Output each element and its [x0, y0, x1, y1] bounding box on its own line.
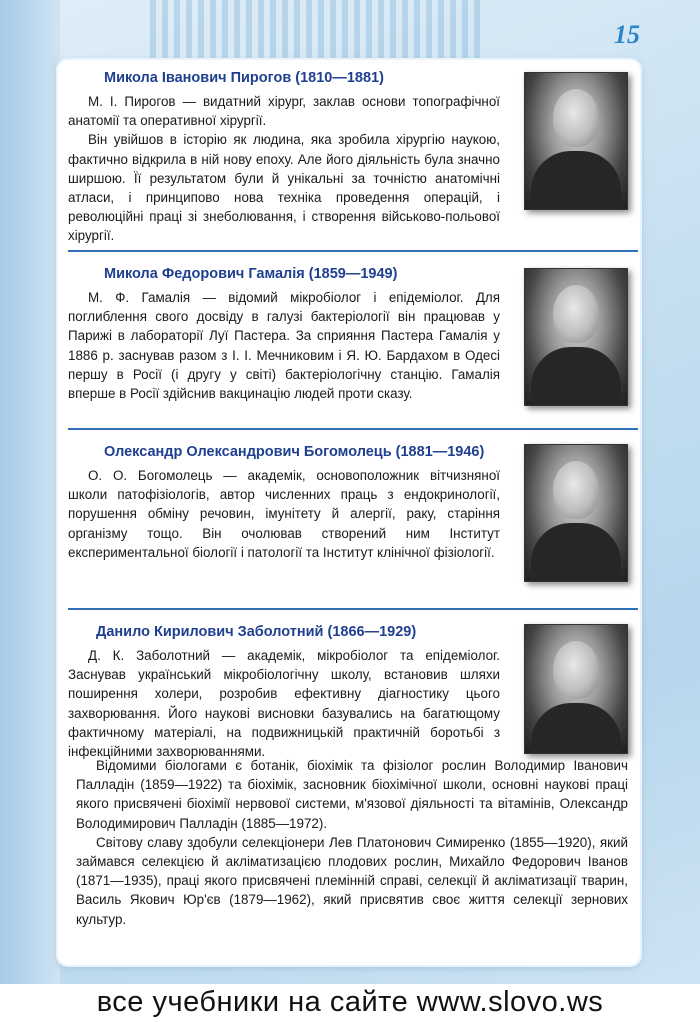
- portrait-face: [553, 641, 599, 699]
- body-paragraph: Відомими біологами є ботанік, біохімік та фізіолог рослин Володимир Іванович Палладін (1859—1922) та біохімік, засновник біохімічної школи, основні наукові праці якого присвячені біохімії нервової системи, м'язової діяльності та вітамінів, Олександр Володимирович Палладін (1885—1972).: [76, 758, 628, 831]
- body-paragraph: Світову славу здобули селекціонери Лев Платонович Симиренко (1855—1920), який займався селекцією й акліматизацією плодових рослин, Михайло Федорович Іванов (1871—1935), праці якого присвячені племінній справі, селекції й акліматизації тварин, Василь Якович Юр'єв (1879—1962), який присвятив своє життя селекції зернових культур.: [76, 834, 628, 927]
- footer-banner: все учебники на сайте www.slovo.ws: [0, 984, 700, 1022]
- portrait-face: [553, 461, 599, 519]
- bio-paragraph: Д. К. Заболотний — академік, мікробіолог та епідеміолог. Заснував український мікробіологічну школу, встановив шляхи поширення холери, розробив ефективну діагностику цього захворювання. Його наукові висновки базувались на багатющому фактичному матеріалі, на подвижницькій практичній боротьбі з інфекційними захворюваннями.: [68, 648, 500, 760]
- person-name: Микола Іванович Пирогов (1810—1881): [104, 70, 384, 86]
- bio-paragraph: О. О. Богомолець — академік, основоположник вітчизняної школи патофізіологів, автор численних праць з ендокринології, порушення обміну речовин, імунітету й алергії, раку, старіння організму тощо. Він очолював створений ним Інститут експериментальної біології і патології та Інститут клінічної фізіології.: [68, 468, 500, 560]
- portrait-photo: [524, 268, 628, 406]
- biography-text: [68, 466, 500, 562]
- biography-section: [68, 622, 630, 761]
- body-text: [76, 756, 628, 929]
- biography-section: [68, 264, 630, 403]
- section-divider: [68, 428, 638, 430]
- portrait-body: [531, 703, 621, 753]
- portrait-face: [553, 285, 599, 343]
- biography-section: [68, 68, 630, 246]
- portrait-body: [531, 347, 621, 405]
- portrait-photo: [524, 444, 628, 582]
- person-name: Микола Федорович Гамалія (1859—1949): [104, 266, 398, 282]
- top-decoration: [150, 0, 480, 60]
- section-divider: [68, 250, 638, 252]
- biography-text: [68, 646, 500, 761]
- bio-paragraph: Він увійшов в історію як людина, яка зробила хірургію наукою, фактично відкрила в ній нову епоху. Але його діяльність була значно ширшою. Її результатом були й унікальні за точністю анатомічні атласи, і принципово нова техніка проведення операцій, і революційні праці зі знеболювання, і створення військово-польової хірургії.: [68, 132, 500, 244]
- portrait-body: [531, 523, 621, 581]
- bio-paragraph: М. І. Пирогов — видатний хірург, заклав основи топографічної анатомії та оперативної хірургії.: [68, 94, 500, 129]
- bio-paragraph: М. Ф. Гамалія — відомий мікробіолог і епідеміолог. Для поглиблення свого досвіду в галузі бактеріології він працював у Парижі в лабораторії Луї Пастера. За сприяння Пастера Гамалія у 1886 р. заснував разом з І. І. Мечниковим і Я. Ю. Бардахом в Одесі першу в Росії (і другу у світі) бактеріологічну станцію. Гамалія вперше в Росії здійснив вакцинацію людей проти сказу.: [68, 290, 500, 402]
- portrait-body: [531, 151, 621, 209]
- page-number: 15: [614, 20, 640, 49]
- left-decoration: [0, 0, 60, 1000]
- portrait-face: [553, 89, 599, 147]
- person-name: Данило Кирилович Заболотний (1866—1929): [96, 624, 417, 640]
- portrait-photo: [524, 624, 628, 754]
- section-divider: [68, 608, 638, 610]
- portrait-photo: [524, 72, 628, 210]
- biography-text: [68, 92, 500, 246]
- person-name: Олександр Олександрович Богомолець (1881—1946): [104, 444, 485, 460]
- biography-text: [68, 288, 500, 403]
- biography-section: [68, 442, 630, 562]
